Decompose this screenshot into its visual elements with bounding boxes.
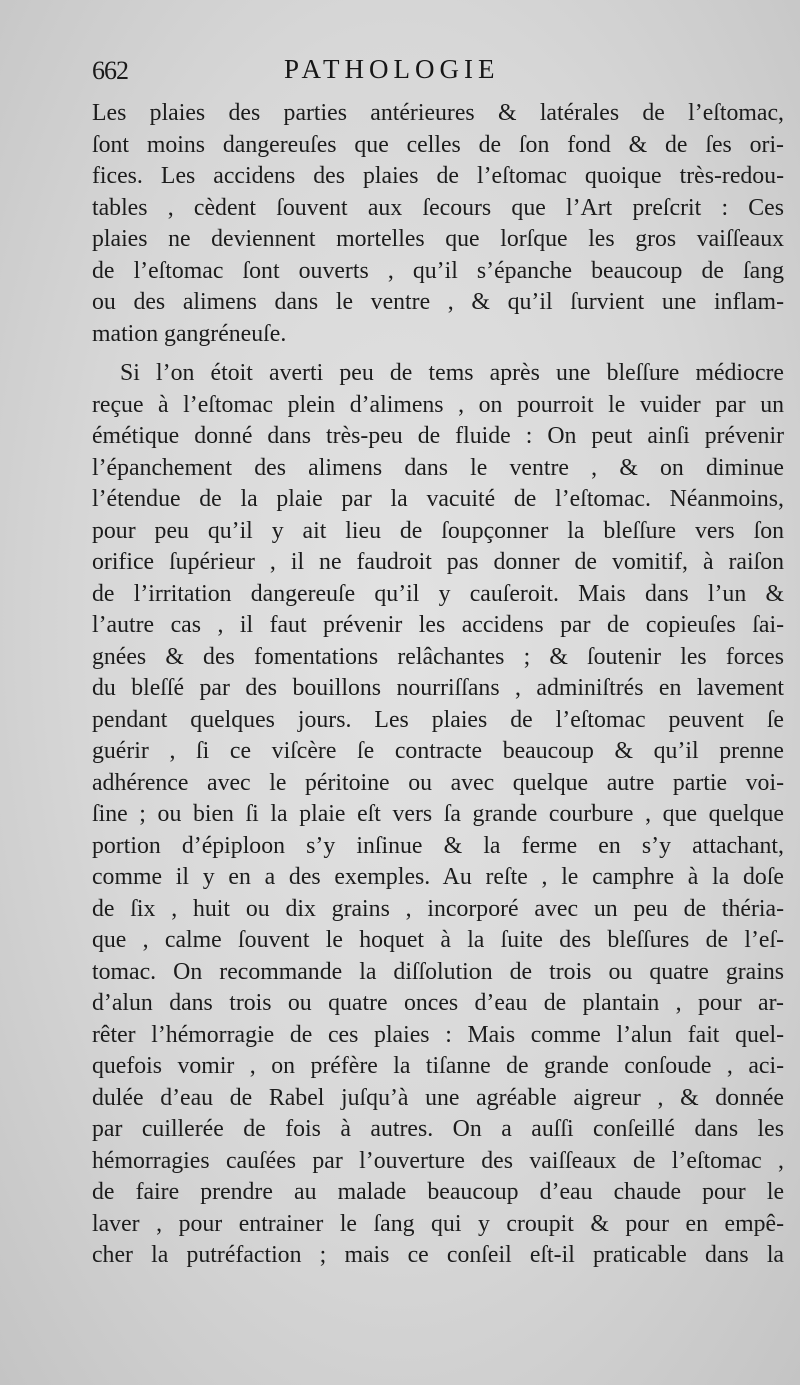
text-line: de faire prendre au malade beaucoup d’eau chaude pour le	[92, 1179, 784, 1205]
text-line: adhérence avec le péritoine ou avec quelque autre partie voi-	[92, 769, 784, 796]
text-line: hémorragies cauſées par l’ouverture des vaiſſeaux de l’eſtomac ,	[92, 1147, 784, 1174]
page-header	[92, 52, 784, 92]
text-line: l’épanchement des alimens dans le ventre , & on diminue	[92, 454, 784, 481]
running-head: PATHOLOGIE	[284, 54, 500, 84]
text-line: ou des alimens dans le ventre , & qu’il ſurvient une inflam-	[92, 289, 784, 315]
text-line: d’alun dans trois ou quatre onces d’eau de plantain , pour ar-	[92, 990, 784, 1016]
text-line: tables , cèdent ſouvent aux ſecours que l’Art preſcrit : Ces	[92, 194, 784, 221]
text-line: quefois vomir , on préfère la tiſanne de grande conſoude , aci-	[92, 1053, 784, 1079]
text-line: reçue à l’eſtomac plein d’alimens , on pourroit le vuider par un	[92, 391, 784, 418]
text-line: mation gangréneuſe.	[92, 320, 287, 347]
text-line: Si l’on étoit averti peu de tems après une bleſſure médiocre	[120, 360, 784, 386]
text-line: rêter l’hémorragie de ces plaies : Mais comme l’alun fait quel-	[92, 1021, 784, 1048]
text-line: ſine ; ou bien ſi la plaie eſt vers ſa grande courbure , que quelque	[92, 801, 784, 827]
text-line: plaies ne deviennent mortelles que lorſque les gros vaiſſeaux	[92, 226, 784, 252]
text-line: gnées & des fomentations relâchantes ; & ſoutenir les forces	[92, 643, 784, 670]
paragraph	[92, 98, 784, 350]
text-line: Les plaies des parties antérieures & latérales de l’eſtomac,	[92, 100, 784, 126]
text-line: laver , pour entrainer le ſang qui y croupit & pour en empê-	[92, 1210, 784, 1237]
text-line: ſont moins dangereuſes que celles de ſon fond & de ſes ori-	[92, 131, 784, 158]
text-line: que , calme ſouvent le hoquet à la ſuite des bleſſures de l’eſ-	[92, 927, 784, 953]
text-line: fices. Les accidens des plaies de l’eſtomac quoique très-redou-	[92, 163, 784, 189]
text-line: cher la putréfaction ; mais ce conſeil eſt-il praticable dans la	[92, 1242, 784, 1268]
text-line: du bleſſé par des bouillons nourriſſans , adminiſtrés en lavement	[92, 675, 784, 701]
text-line: portion d’épiploon s’y inſinue & la ferme en s’y attachant,	[92, 832, 784, 859]
text-line: comme il y en a des exemples. Au reſte , le camphre à la doſe	[92, 864, 784, 890]
body-text	[92, 98, 784, 1272]
paragraph-gap	[92, 350, 784, 358]
text-line: pour peu qu’il y ait lieu de ſoupçonner la bleſſure vers ſon	[92, 517, 784, 544]
text-line: dulée d’eau de Rabel juſqu’à une agréable aigreur , & donnée	[92, 1084, 784, 1111]
text-line: par cuillerée de fois à autres. On a auſſi conſeillé dans les	[92, 1116, 784, 1142]
text-line: émétique donné dans très-peu de fluide : On peut ainſi prévenir	[92, 423, 784, 449]
text-line: pendant quelques jours. Les plaies de l’eſtomac peuvent ſe	[92, 706, 784, 733]
text-line: guérir , ſi ce viſcère ſe contracte beaucoup & qu’il prenne	[92, 738, 784, 764]
text-line: de ſix , huit ou dix grains , incorporé avec un peu de théria-	[92, 895, 784, 922]
text-line: de l’eſtomac ſont ouverts , qu’il s’épanche beaucoup de ſang	[92, 257, 784, 284]
text-line: de l’irritation dangereuſe qu’il y cauſeroit. Mais dans l’un &	[92, 580, 784, 607]
text-line: orifice ſupérieur , il ne faudroit pas donner de vomitif, à raiſon	[92, 549, 784, 575]
text-line: l’autre cas , il faut prévenir les accidens par de copieuſes ſai-	[92, 612, 784, 638]
paragraph	[92, 358, 784, 1272]
text-line: tomac. On recommande la diſſolution de trois ou quatre grains	[92, 958, 784, 985]
text-line: l’étendue de la plaie par la vacuité de l’eſtomac. Néanmoins,	[92, 486, 784, 512]
page-number: 662	[92, 56, 128, 85]
